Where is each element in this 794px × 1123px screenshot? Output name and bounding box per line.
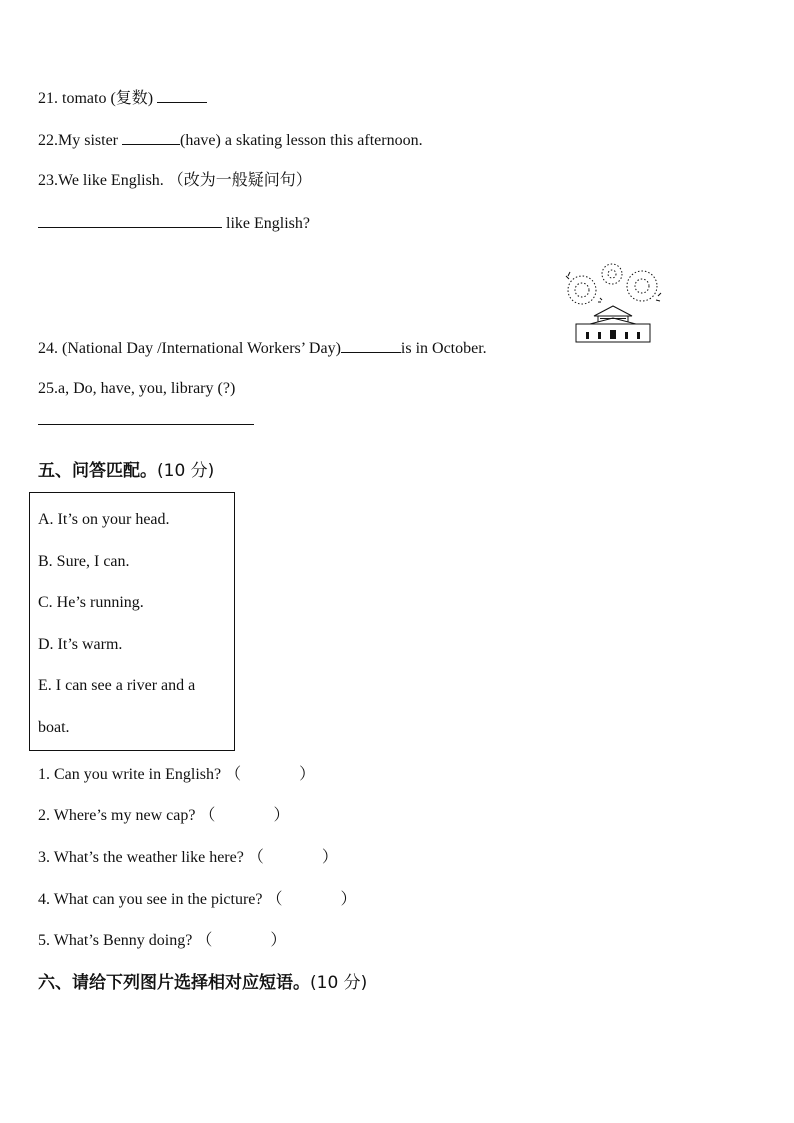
- section-5-score: (10 分): [157, 461, 215, 481]
- question-23-suffix: like English?: [222, 215, 310, 232]
- section-6-title: 六、请给下列图片选择相对应短语。: [38, 973, 310, 993]
- answer-paren[interactable]: （ ）: [196, 932, 287, 949]
- match-question-4: [38, 890, 357, 910]
- question-24-suffix: is in October.: [400, 340, 487, 357]
- option-a: A. It’s on your head.: [38, 511, 170, 528]
- option-b: B. Sure, I can.: [38, 553, 130, 570]
- match-question-text: 1. Can you write in English?: [38, 766, 222, 783]
- option-e: E. I can see a river and a: [38, 677, 196, 694]
- match-question-text: 3. What’s the weather like here?: [38, 849, 244, 866]
- match-question-text: 4. What can you see in the picture?: [38, 891, 263, 908]
- match-question-5: [38, 931, 286, 951]
- option-e-continued: boat.: [38, 719, 70, 736]
- answer-blank[interactable]: [122, 130, 180, 145]
- option-d: D. It’s warm.: [38, 636, 123, 653]
- match-question-3: [38, 848, 338, 868]
- question-23: [38, 171, 312, 191]
- answer-options-box: [29, 492, 235, 751]
- question-23-text: 23.We like English. （改为一般疑问句）: [38, 172, 312, 189]
- question-24: [38, 338, 487, 359]
- match-question-1: [38, 765, 315, 785]
- question-25-text: 25.a, Do, have, you, library (?): [38, 380, 236, 397]
- option-c: C. He’s running.: [38, 594, 144, 611]
- section-6-score: (10 分): [310, 973, 368, 993]
- section-5-title: 五、问答匹配。: [38, 461, 157, 481]
- question-23-answer-line: [38, 213, 310, 234]
- question-22: [38, 130, 423, 151]
- answer-paren[interactable]: （ ）: [199, 807, 290, 824]
- match-question-text: 5. What’s Benny doing?: [38, 932, 193, 949]
- match-question-2: [38, 806, 289, 826]
- answer-paren[interactable]: （ ）: [247, 849, 338, 866]
- answer-paren[interactable]: （ ）: [225, 766, 316, 783]
- answer-line[interactable]: [38, 424, 254, 425]
- section-5-heading: [38, 460, 214, 482]
- answer-blank[interactable]: [341, 338, 401, 353]
- answer-blank[interactable]: [157, 88, 207, 103]
- answer-paren[interactable]: （ ）: [266, 891, 357, 908]
- question-25: [38, 379, 235, 399]
- tiananmen-fireworks-icon: [560, 258, 666, 346]
- match-question-text: 2. Where’s my new cap?: [38, 807, 196, 824]
- section-6-heading: [38, 972, 367, 994]
- question-22-suffix: (have) a skating lesson this afternoon.: [180, 132, 423, 149]
- answer-blank[interactable]: [38, 213, 222, 228]
- question-21: [38, 88, 207, 109]
- question-22-text: 22.My sister: [38, 132, 122, 149]
- question-24-text: 24. (National Day /International Workers’ Day): [38, 340, 341, 357]
- question-21-text: 21. tomato (复数): [38, 90, 158, 107]
